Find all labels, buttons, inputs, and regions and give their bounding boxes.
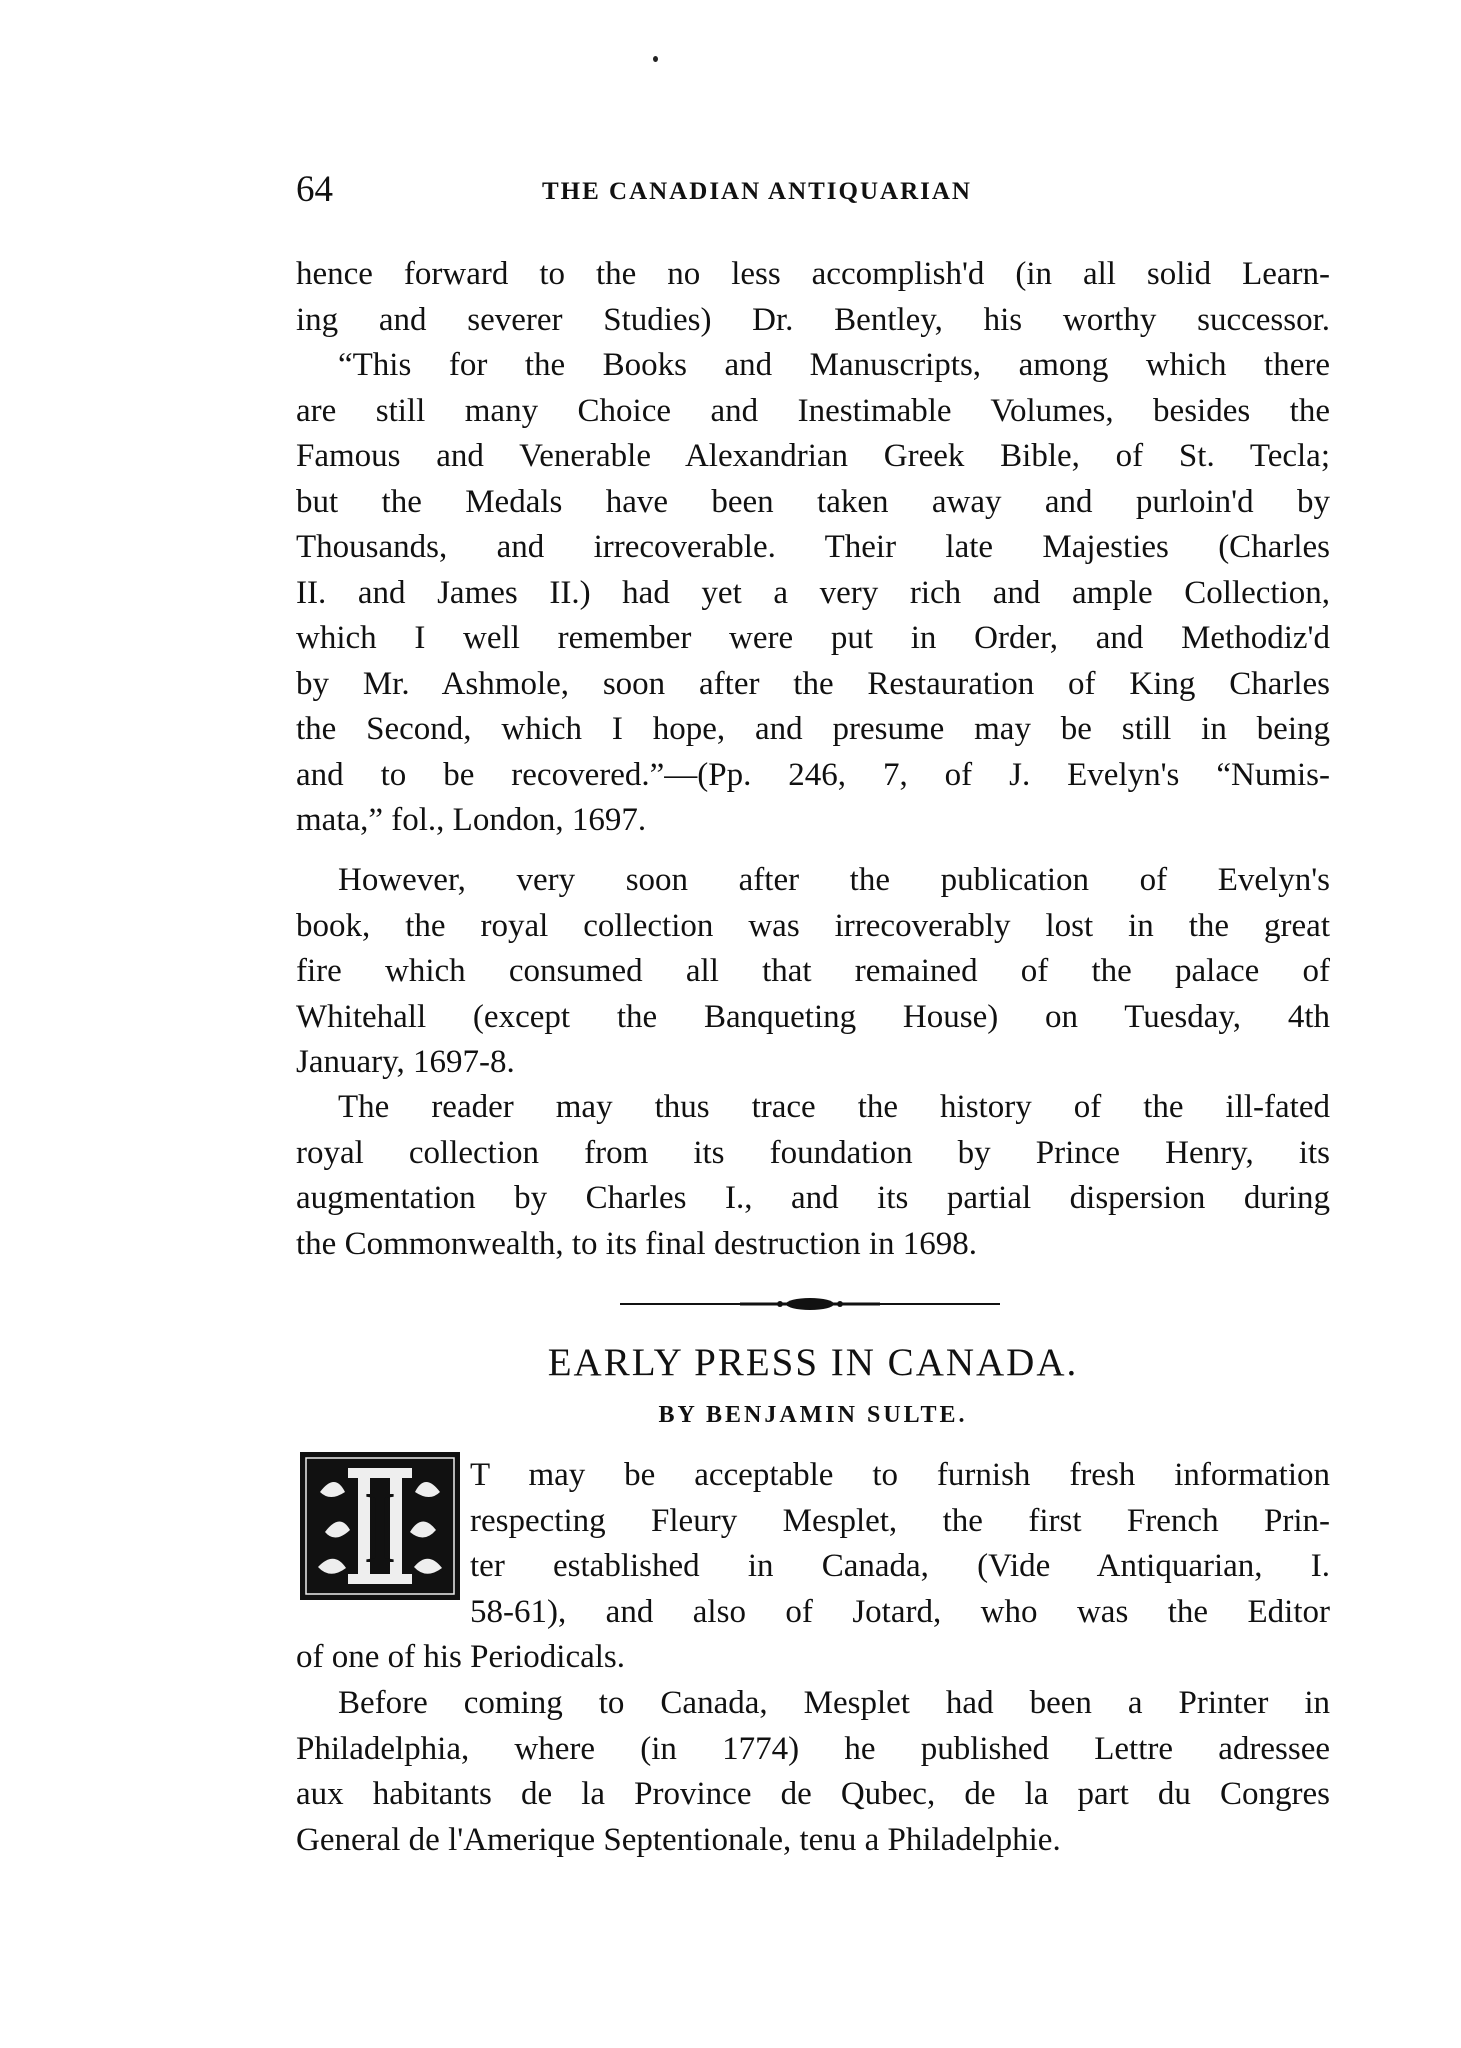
body-block-4 <box>470 1453 1330 1635</box>
body-block-4-continued <box>296 1635 1330 1681</box>
text-line: the Commonwealth, to its final destruction in 1698. <box>296 1225 977 1262</box>
dropcap-letter: I <box>362 1470 398 1585</box>
text-line: Whitehall (except the Banqueting House) on Tuesday, 4th <box>296 998 1330 1035</box>
text-line: The reader may thus trace the history of the ill-fated <box>338 1089 1330 1125</box>
text-line: respecting Fleury Mesplet, the first French Prin- <box>470 1502 1330 1539</box>
body-block-3 <box>296 1085 1330 1267</box>
stray-mark <box>653 56 658 62</box>
journal-title: THE CANADIAN ANTIQUARIAN <box>542 178 972 205</box>
text-line: Famous and Venerable Alexandrian Greek Bible, of St. Tecla; <box>296 438 1330 474</box>
text-line: 58-61), and also of Jotard, who was the Editor <box>470 1593 1330 1630</box>
decorated-initial <box>300 1452 460 1600</box>
page-number: 64 <box>296 169 333 210</box>
text-line: General de l'Amerique Septentionale, tenu a Philadelphie. <box>296 1821 1061 1858</box>
section-divider-ornament <box>620 1297 1000 1311</box>
text-line: fire which consumed all that remained of the palace of <box>296 953 1330 989</box>
running-head <box>296 168 1096 218</box>
text-line: hence forward to the no less accomplish'd (in all solid Learn- <box>296 256 1330 292</box>
text-line: January, 1697-8. <box>296 1044 515 1080</box>
text-line: Philadelphia, where (in 1774) he published Lettre adressee <box>296 1730 1330 1767</box>
text-line: but the Medals have been taken away and purloin'd by <box>296 483 1330 520</box>
body-block-1 <box>296 252 1330 844</box>
byline: BY BENJAMIN SULTE. <box>658 1402 968 1428</box>
text-line: However, very soon after the publication of Evelyn's <box>338 862 1330 898</box>
text-line: T may be acceptable to furnish fresh information <box>470 1457 1330 1493</box>
text-line: book, the royal collection was irrecoverably lost in the great <box>296 907 1330 944</box>
text-line: by Mr. Ashmole, soon after the Restauration of King Charles <box>296 665 1330 702</box>
body-block-2 <box>296 858 1330 1086</box>
section-title: EARLY PRESS IN CANADA. <box>547 1341 1079 1384</box>
text-line: are still many Choice and Inestimable Volumes, besides the <box>296 392 1330 429</box>
text-line: II. and James II.) had yet a very rich and ample Collection, <box>296 574 1330 611</box>
text-line: the Second, which I hope, and presume may be still in being <box>296 711 1330 747</box>
text-line: mata,” fol., London, 1697. <box>296 802 647 838</box>
text-line: royal collection from its foundation by Prince Henry, its <box>296 1134 1330 1171</box>
text-line: ter established in Canada, (Vide Antiquarian, I. <box>470 1548 1330 1584</box>
text-line: aux habitants de la Province de Qubec, de la part du Congres <box>296 1776 1330 1812</box>
text-line: and to be recovered.”—(Pp. 246, 7, of J. Evelyn's “Numis- <box>296 756 1330 793</box>
text-line: augmentation by Charles I., and its partial dispersion during <box>296 1180 1330 1216</box>
text-line: Before coming to Canada, Mesplet had been a Printer in <box>338 1685 1330 1721</box>
body-block-5 <box>296 1681 1330 1863</box>
text-line: Thousands, and irrecoverable. Their late Majesties (Charles <box>296 529 1330 565</box>
text-line: which I well remember were put in Order, and Methodiz'd <box>296 620 1330 656</box>
text-line: ing and severer Studies) Dr. Bentley, his worthy successor. <box>296 301 1330 338</box>
text-line: of one of his Periodicals. <box>296 1639 626 1675</box>
text-line: “This for the Books and Manuscripts, among which there <box>338 347 1330 383</box>
